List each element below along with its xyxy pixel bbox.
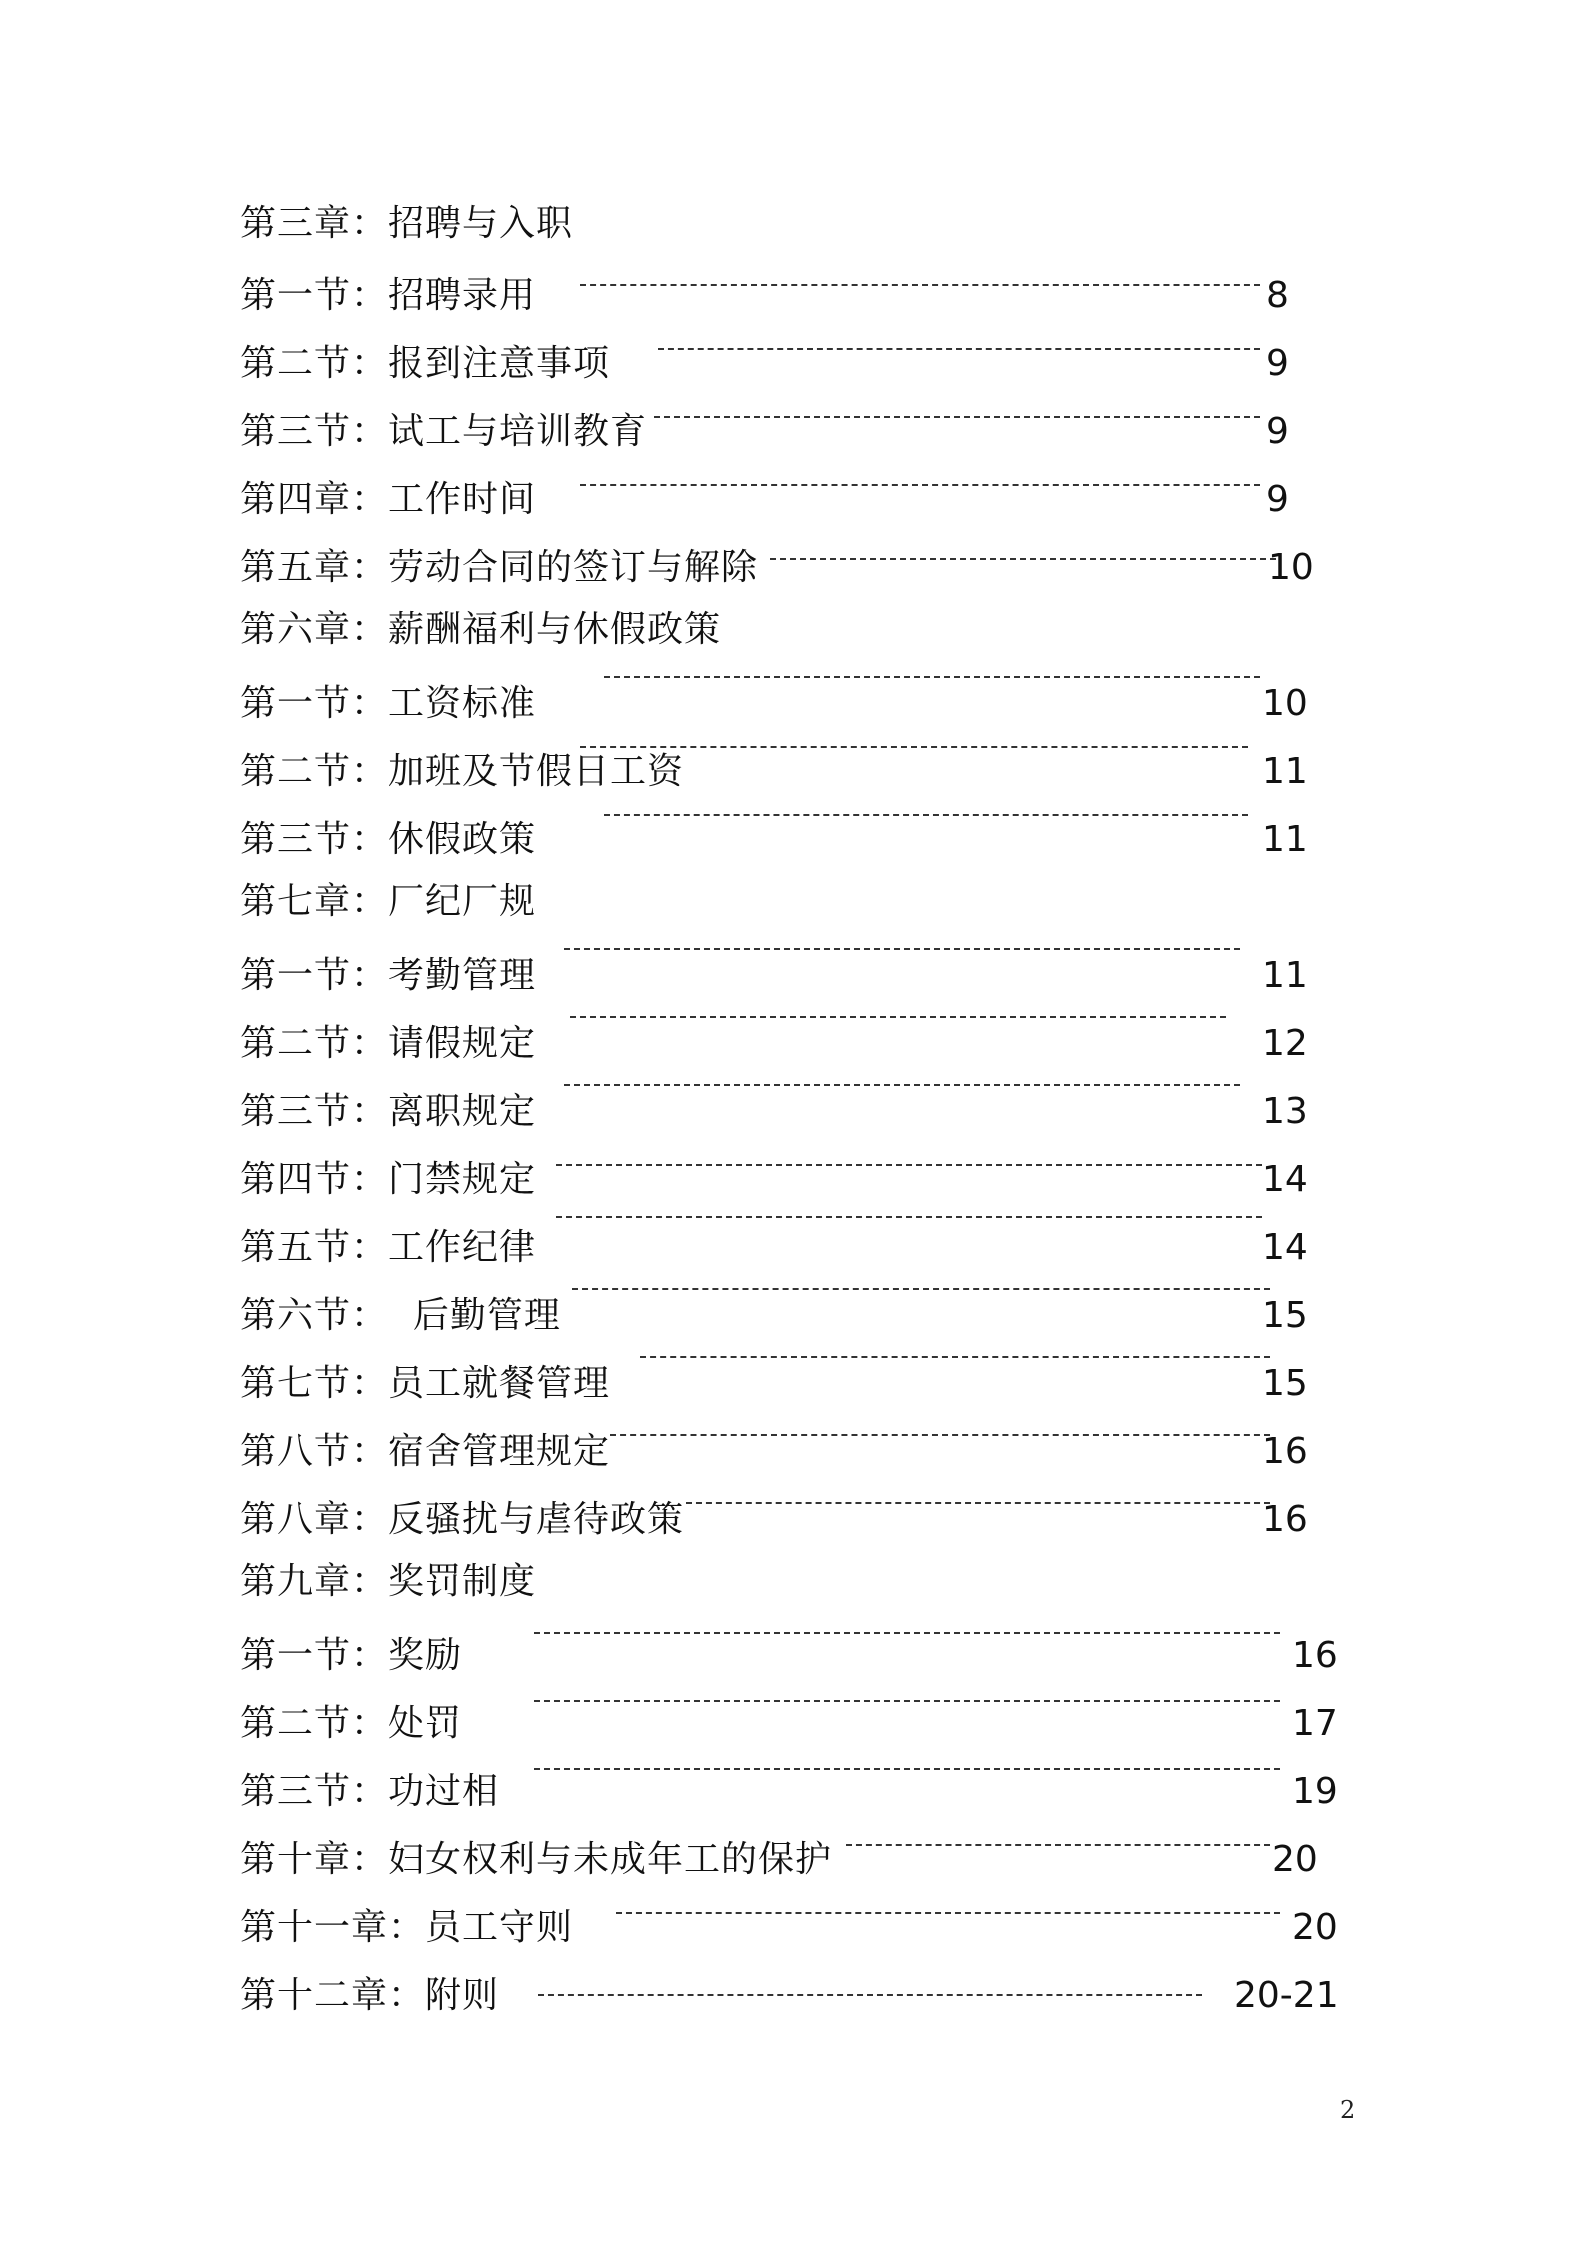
- toc-entry: [0, 1216, 1586, 1276]
- dotted-leader: [580, 746, 1248, 748]
- toc-entry-title: 第一节：招聘录用: [240, 275, 537, 316]
- toc-entry-title: 第一节：工资标准: [240, 683, 537, 724]
- toc-entry-title: 第五章：劳动合同的签订与解除: [240, 547, 759, 588]
- dotted-leader: [580, 284, 1260, 286]
- toc-entry: [0, 740, 1586, 800]
- toc-entry: [0, 1692, 1586, 1752]
- toc-entry-page: 16: [1292, 1635, 1338, 1676]
- toc-entry: [0, 1896, 1586, 1956]
- dotted-leader: [846, 1844, 1270, 1846]
- toc-entry-title: 第四章：工作时间: [240, 479, 537, 520]
- page-number: 2: [1340, 2096, 1356, 2124]
- toc-entry: [0, 672, 1586, 732]
- toc-entry-title: 第四节：门禁规定: [240, 1159, 537, 1200]
- toc-entry-title: 第五节：工作纪律: [240, 1227, 537, 1268]
- toc-entry-title: 第三节：休假政策: [240, 819, 537, 860]
- dotted-leader: [616, 1912, 1280, 1914]
- dotted-leader: [686, 1502, 1270, 1504]
- toc-entry-page: 11: [1262, 955, 1308, 996]
- dotted-leader: [538, 1994, 1202, 1996]
- toc-entry-title: 第十一章：员工守则: [240, 1907, 574, 1948]
- toc-entry-page: 20: [1292, 1907, 1338, 1948]
- dotted-leader: [610, 1434, 1270, 1436]
- toc-entry-page: 17: [1292, 1703, 1338, 1744]
- toc-entry-page: 16: [1262, 1431, 1308, 1472]
- toc-entry: [0, 1964, 1586, 2024]
- toc-entry: [0, 1420, 1586, 1480]
- toc-entry: [0, 1080, 1586, 1140]
- dotted-leader: [604, 676, 1260, 678]
- toc-entry-title: 第三章：招聘与入职: [240, 203, 574, 244]
- toc-entry-page: 9: [1266, 343, 1289, 384]
- dotted-leader: [534, 1700, 1280, 1702]
- toc-entry: [0, 870, 1586, 930]
- toc-entry: [0, 468, 1586, 528]
- toc-entry-page: 16: [1262, 1499, 1308, 1540]
- toc-entry-page: 10: [1262, 683, 1308, 724]
- toc-entry: [0, 808, 1586, 868]
- toc-entry-page: 20-21: [1234, 1975, 1339, 2016]
- toc-entry: [0, 536, 1586, 596]
- toc-entry: [0, 1148, 1586, 1208]
- dotted-leader: [534, 1768, 1280, 1770]
- toc-entry: [0, 1012, 1586, 1072]
- toc-entry-page: 9: [1266, 479, 1289, 520]
- toc-entry-title: 第六章：薪酬福利与休假政策: [240, 609, 722, 650]
- toc-entry-title: 第十二章：附则: [240, 1975, 500, 2016]
- toc-entry: [0, 1488, 1586, 1548]
- toc-entry: [0, 1550, 1586, 1610]
- dotted-leader: [572, 1288, 1270, 1290]
- toc-entry-title: 第八章：反骚扰与虐待政策: [240, 1499, 685, 1540]
- toc-entry-title: 第二节：请假规定: [240, 1023, 537, 1064]
- toc-entry-title: 第七节：员工就餐管理: [240, 1363, 611, 1404]
- dotted-leader: [564, 1084, 1240, 1086]
- toc-entry: [0, 1352, 1586, 1412]
- toc-entry-page: 20: [1272, 1839, 1318, 1880]
- toc-entry-page: 11: [1262, 819, 1308, 860]
- dotted-leader: [556, 1216, 1262, 1218]
- toc-entry-title: 第八节：宿舍管理规定: [240, 1431, 611, 1472]
- toc-entry: [0, 192, 1586, 252]
- dotted-leader: [658, 348, 1260, 350]
- toc-entry-page: 8: [1266, 275, 1289, 316]
- toc-entry: [0, 400, 1586, 460]
- toc-entry: [0, 264, 1586, 324]
- toc-entry-title: 第二节：处罚: [240, 1703, 463, 1744]
- toc-entry-page: 11: [1262, 751, 1308, 792]
- toc-entry: [0, 1624, 1586, 1684]
- toc-entry-page: 14: [1262, 1227, 1308, 1268]
- dotted-leader: [534, 1632, 1280, 1634]
- dotted-leader: [580, 484, 1260, 486]
- toc-entry: [0, 1828, 1586, 1888]
- dotted-leader: [640, 1356, 1270, 1358]
- toc-entry-page: 15: [1262, 1295, 1308, 1336]
- dotted-leader: [604, 814, 1248, 816]
- dotted-leader: [570, 1016, 1226, 1018]
- toc-entry-title: 第一节：奖励: [240, 1635, 463, 1676]
- toc-entry-page: 15: [1262, 1363, 1308, 1404]
- toc-entry-page: 19: [1292, 1771, 1338, 1812]
- toc-entry-page: 9: [1266, 411, 1289, 452]
- toc-entry-title: 第三节：离职规定: [240, 1091, 537, 1132]
- toc-entry-title: 第二节：报到注意事项: [240, 343, 611, 384]
- toc-entry: [0, 1284, 1586, 1344]
- toc-entry-page: 12: [1262, 1023, 1308, 1064]
- toc-entry: [0, 1760, 1586, 1820]
- dotted-leader: [770, 558, 1276, 560]
- toc-entry-title: 第三节：试工与培训教育: [240, 411, 648, 452]
- toc-entry: [0, 598, 1586, 658]
- toc-entry-title: 第九章：奖罚制度: [240, 1561, 537, 1602]
- toc-entry-title: 第六节： 后勤管理: [240, 1295, 561, 1336]
- toc-entry-title: 第七章：厂纪厂规: [240, 881, 537, 922]
- toc-entry-title: 第一节：考勤管理: [240, 955, 537, 996]
- toc-entry-page: 10: [1268, 547, 1314, 588]
- toc-entry-title: 第三节：功过相: [240, 1771, 500, 1812]
- toc-entry: [0, 944, 1586, 1004]
- toc-entry-title: 第二节：加班及节假日工资: [240, 751, 685, 792]
- dotted-leader: [564, 948, 1240, 950]
- dotted-leader: [556, 1164, 1262, 1166]
- toc-entry-title: 第十章：妇女权利与未成年工的保护: [240, 1839, 833, 1880]
- toc-entry: [0, 332, 1586, 392]
- toc-entry-page: 13: [1262, 1091, 1308, 1132]
- dotted-leader: [654, 416, 1260, 418]
- toc-entry-page: 14: [1262, 1159, 1308, 1200]
